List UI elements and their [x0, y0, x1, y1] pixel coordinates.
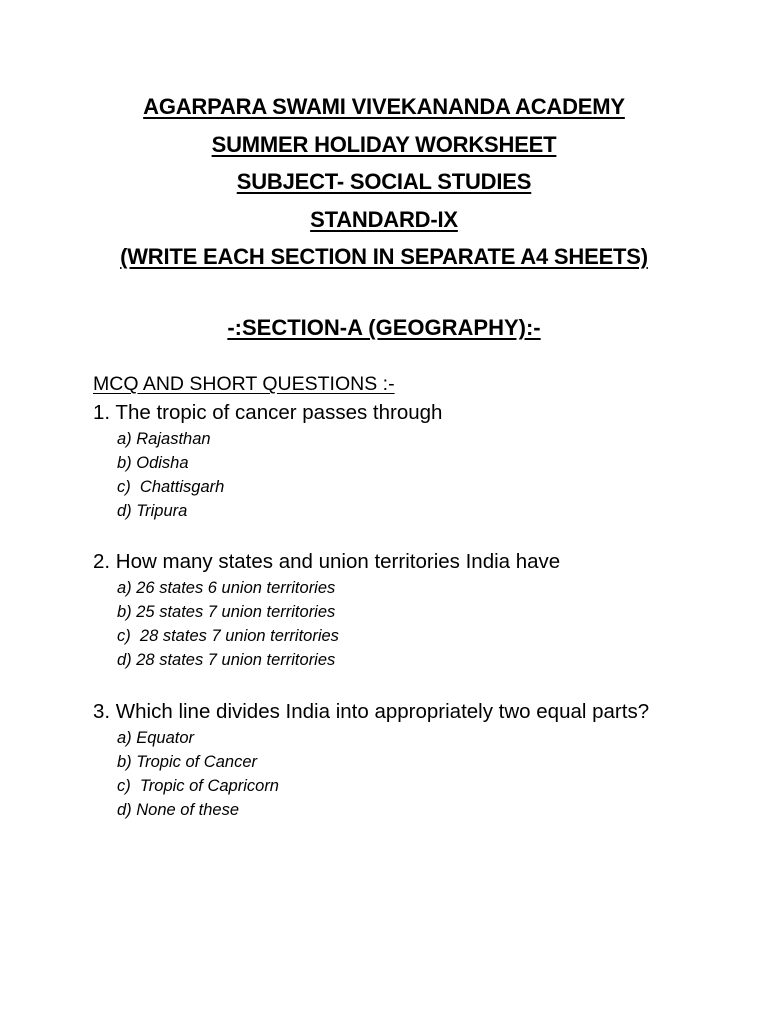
option-d: d) None of these: [117, 801, 239, 819]
option-a: a) Rajasthan: [117, 430, 211, 448]
document-header: [0, 88, 768, 276]
option-b: b) Tropic of Cancer: [117, 753, 257, 771]
option-c: c) Chattisgarh: [117, 478, 225, 496]
instruction-line: (WRITE EACH SECTION IN SEPARATE A4 SHEETS): [120, 244, 648, 269]
option-c: c) 28 states 7 union territories: [117, 627, 339, 645]
question-text: 1. The tropic of cancer passes through: [93, 401, 443, 424]
option-d: d) 28 states 7 union territories: [117, 651, 336, 669]
option-c: c) Tropic of Capricorn: [117, 777, 279, 795]
option-b: b) Odisha: [117, 454, 189, 472]
option-a: a) Equator: [117, 729, 195, 747]
option-b: b) 25 states 7 union territories: [117, 603, 336, 621]
question-3: [93, 697, 693, 822]
standard-line: STANDARD-IX: [310, 206, 458, 232]
question-2: [93, 547, 693, 672]
question-1: [93, 398, 693, 523]
option-a: a) 26 states 6 union territories: [117, 579, 336, 597]
question-text: 2. How many states and union territories India have: [93, 550, 561, 573]
option-list: [93, 726, 693, 822]
subject-line: SUBJECT- SOCIAL STUDIES: [236, 169, 532, 194]
school-name: AGARPARA SWAMI VIVEKANANDA ACADEMY: [143, 94, 625, 119]
worksheet-title: SUMMER HOLIDAY WORKSHEET: [211, 131, 557, 157]
mcq-heading: MCQ AND SHORT QUESTIONS :-: [93, 373, 395, 395]
section-title: -:SECTION-A (GEOGRAPHY):-: [227, 315, 541, 340]
option-d: d) Tripura: [117, 502, 188, 520]
option-list: [93, 427, 693, 523]
option-list: [93, 576, 693, 672]
question-text: 3. Which line divides India into appropriately two equal parts?: [93, 700, 650, 723]
